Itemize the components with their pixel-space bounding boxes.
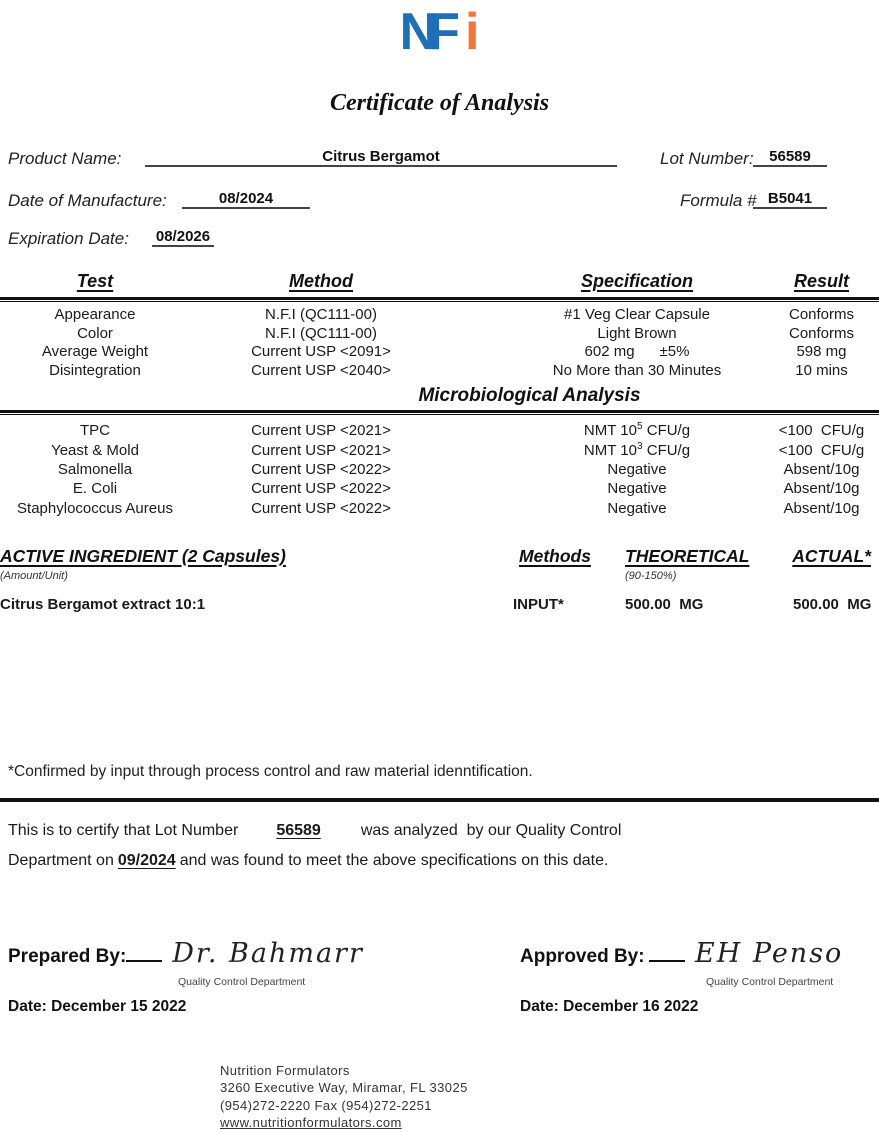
lot-number-label: Lot Number: [660,149,754,169]
signature-line [649,942,685,962]
active-ingredient-heading: ACTIVE INGREDIENT (2 Capsules) [0,546,286,566]
expiration-date-row [0,221,879,257]
expiration-date-value: 08/2026 [152,228,214,247]
footnote: *Confirmed by input through process control and raw material idenntification. [0,763,879,781]
table-row: Salmonella Current USP <2022> Negative Absent/10g [0,460,879,479]
date-of-manufacture-label: Date of Manufacture: [8,191,167,211]
micro-table-body [0,415,879,517]
logo-nf-letters: NF [400,3,460,61]
table-row: Staphylococcus Aureus Current USP <2022> Negative Absent/10g [0,499,879,518]
ingredient-theoretical: 500.00 MG [610,596,760,613]
ingredient-method: INPUT* [500,596,610,613]
active-ingredient-subheader [0,570,879,582]
formula-number-value: B5041 [753,190,827,209]
micro-section [0,385,879,517]
header-fields [0,141,879,257]
company-name: Nutrition Formulators [220,1062,879,1080]
approved-by: Approved By: EH Penso [520,938,843,969]
prepared-date: Date: December 15 2022 [8,998,186,1016]
expiration-date-label: Expiration Date: [8,229,129,249]
page-title: Certificate of Analysis [0,90,879,117]
certify-statement: This is to certify that Lot Number 56589 was analyzed by our Quality Control Department on 09/2024 and was found to meet the above specifications on this date. [0,822,879,870]
company-footer [220,1062,879,1132]
micro-heading: Microbiological Analysis [180,385,879,410]
table-row: Disintegration Current USP <2040> No More than 30 Minutes 10 mins [0,362,879,381]
col-actual: ACTUAL* [792,546,871,566]
test-table-body [0,302,879,380]
company-address: 3260 Executive Way, Miramar, FL 33025 [220,1079,879,1097]
col-method: Method [289,271,353,291]
table-row: TPC Current USP <2021> NMT $10^5$ CFU/g <100 CFU/g [0,421,879,440]
table-row: Appearance N.F.I (QC111-00) #1 Veg Clear Capsule Conforms [0,306,879,325]
signature-line [126,942,162,962]
ingredient-actual: 500.00 MG [760,596,879,613]
logo-i-letter: i [465,3,479,61]
company-phone: (954)272-2220 Fax (954)272-2251 [220,1097,879,1115]
manufacture-date-row [0,181,879,221]
formula-number-label: Formula # [680,191,757,211]
test-table-header [0,271,879,297]
product-name-label: Product Name: [8,149,121,169]
col-methods: Methods [519,546,591,566]
certify-lot-number: 56589 [276,822,321,839]
certify-rule [0,798,879,802]
test-table [0,271,879,380]
active-ingredient-section [0,546,879,613]
lot-number-value: 56589 [753,148,827,167]
col-specification: Specification [581,271,693,291]
col-result: Result [794,271,849,291]
theoretical-range-note: (90-150%) [610,570,760,582]
certify-date: 09/2024 [118,852,176,869]
approved-signature: EH Penso [695,938,843,969]
col-theoretical: THEORETICAL [625,546,749,566]
product-name-value: Citrus Bergamot [145,148,617,167]
date-of-manufacture-value: 08/2024 [182,190,310,209]
amount-unit-note: (Amount/Unit) [0,570,500,582]
active-ingredient-header [0,546,879,567]
prepared-by: Prepared By: Dr. Bahmarr [8,938,364,969]
table-row: Color N.F.I (QC111-00) Light Brown Conforms [0,325,879,344]
active-ingredient-row [0,596,879,613]
ingredient-name: Citrus Bergamot extract 10:1 [0,596,500,613]
table-row: Yeast & Mold Current USP <2021> NMT $10^3$ CFU/g <100 CFU/g [0,441,879,460]
prepared-department: Quality Control Department [178,976,305,988]
approved-department: Quality Control Department [706,976,833,988]
prepared-signature: Dr. Bahmarr [172,938,364,969]
company-website-link[interactable]: www.nutritionformulators.com [220,1115,402,1130]
col-test: Test [77,271,113,291]
approved-date: Date: December 16 2022 [520,998,698,1016]
signature-block [0,928,879,1058]
table-row: E. Coli Current USP <2022> Negative Absent/10g [0,479,879,498]
company-logo [0,0,879,58]
table-row: Average Weight Current USP <2091> 602 mg ±5% 598 mg [0,343,879,362]
product-name-row [0,141,879,181]
